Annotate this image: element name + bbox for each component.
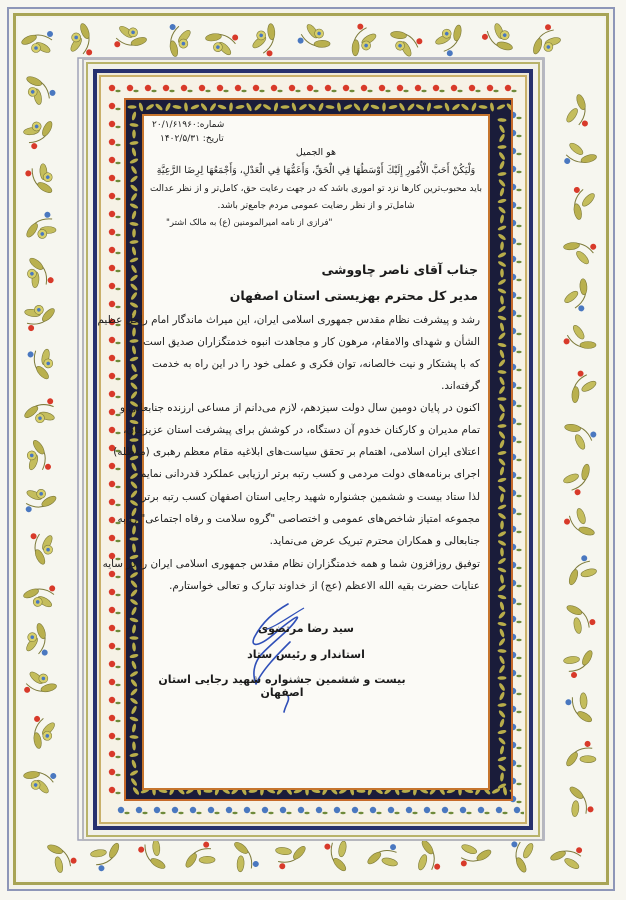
body-p1-line-3: که با پشتکار و نیت خالصانه، توان فکری و عملی خود را در این راه به خدمت bbox=[152, 358, 480, 370]
quote-source: "فرازی از نامه امیرالمومنین (ع) به مالک اشتر" bbox=[166, 218, 333, 228]
reference-date-value: ۱۴۰۲/۵/۳۱ bbox=[160, 134, 200, 144]
body-p3-line-2: مجموعه امتیاز شاخص‌های عمومی و اختصاصی "گروه سلامت و رفاه اجتماعی" را به bbox=[117, 513, 480, 525]
reference-number-label: شماره: bbox=[196, 120, 225, 130]
body-p2-line-4: اجرای برنامه‌های دولت مردمی و کسب رتبه برتر ارزیابی عملکرد قدردانی نمایم. bbox=[136, 468, 480, 480]
body-p4-line-1: توفیق روزافزون شما و همه خدمتگزاران نظام مقدس جمهوری اسلامی ایران را در سایه bbox=[102, 558, 480, 570]
quote-translation-line-2: شامل‌تر و از نظر رضایت عمومی مردم جامع‌تر باشد. bbox=[217, 201, 415, 211]
body-p3-line-1: لذا ستاد بیست و ششمین جشنواره شهید رجایی استان اصفهان کسب رتبه برتر bbox=[141, 491, 480, 503]
arabic-quote: وَلْيَكُنْ أَحَبَّ الْأُمُورِ إِلَيْكَ أَوْسَطُهَا فِي الْحَقِّ، وَأَعَمُّهَا فِي الْعَدْلِ، وَأَجْمَعُهَا لِرِضَا الرَّعِيَّةِ bbox=[156, 165, 476, 176]
body-p2-line-1: اکنون در پایان دومین سال دولت سیزدهم، لازم می‌دانم از مساعی ارزنده جنابعالی و bbox=[120, 402, 480, 414]
body-p1-line-1: رشد و پیشرفت نظام مقدس جمهوری اسلامی ایران، این میراث ماندگار امام راحل عظیم bbox=[97, 314, 480, 326]
signature-scribble-icon bbox=[244, 600, 314, 725]
reference-date-label: تاریخ: bbox=[202, 134, 224, 144]
body-p2-line-2: تمام مدیران و کارکنان خدوم آن دستگاه، در کوشش برای پیشرفت استان عزیزمان، bbox=[123, 424, 480, 436]
body-p1-line-4: گرفته‌اند. bbox=[441, 380, 480, 392]
invocation: هو الجمیل bbox=[295, 147, 337, 158]
letter-body bbox=[97, 118, 486, 786]
quote-translation-line-1: باید محبوب‌ترین کارها نزد تو اموری باشد که در جهت رعایت حق، کامل‌تر و از نظر عدالت bbox=[149, 184, 483, 194]
reference-number-value: ۲۰/۱/۶۱۹۶۰ bbox=[152, 120, 197, 130]
body-p1-line-2: الشأن و شهدای والامقام، مرهون کار و مجاهدت انبوه خدمتگزاران صدیق است bbox=[143, 336, 480, 348]
signatory-name: سید رضا مرتضوی bbox=[257, 622, 354, 635]
reference-number bbox=[152, 120, 224, 130]
signatory-position: استاندار و رئیس ستاد bbox=[247, 648, 365, 661]
reference-date bbox=[160, 134, 224, 144]
body-p3-line-3: جنابعالی و همکاران محترم تبریک عرض می‌نماید. bbox=[269, 535, 480, 547]
signatory-organization: بیست و ششمین جشنواره شهید رجایی استان اصفهان bbox=[158, 673, 406, 699]
recipient-title: مدیر کل محترم بهزیستی استان اصفهان bbox=[229, 288, 478, 303]
body-p4-line-2: عنایات حضرت بقیه الله الاعظم (عج) از خداوند تبارک و تعالی خواستارم. bbox=[169, 580, 480, 592]
body-p2-line-3: اعتلای ایران اسلامی، اهتمام بر تحقق سیاست‌های ابلاغیه مقام معظم رهبری (مدظله) bbox=[113, 446, 480, 458]
recipient-name: جناب آقای ناصر چاووشی bbox=[321, 262, 478, 277]
